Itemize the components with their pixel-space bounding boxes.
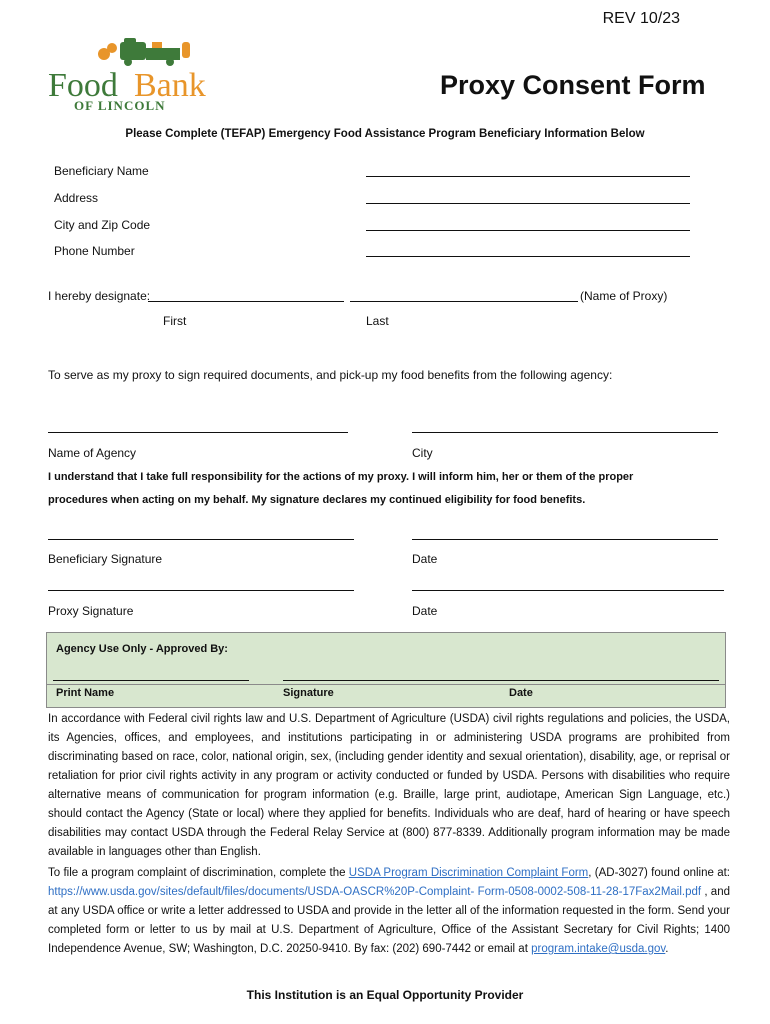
complaint-text-4: . [665,943,669,955]
responsibility-statement-line1: I understand that I take full responsibility for the actions of my proxy. I will inform him, her or them of the proper [48,471,634,483]
food-bank-logo [48,36,228,116]
agency-date-label: Date [509,687,533,699]
civil-rights-statement: In accordance with Federal civil rights law and U.S. Department of Agriculture (USDA) civil rights regulations and policies, the USDA, its Agencies, offices, and employees, and institutions participating in or administering USDA programs are prohibited from discriminating based on race, color, national origin, sex, (including gender identity and sexual orientation), disability, age, or reprisal or retaliation for prior civil rights activity in any program or activity conducted or funded by USDA. Persons with disabilities who require alternative means of communication for program information (e.g. Braille, large print, audiotape, American Sign Language, etc.) should contact the Agency (State or local) where they applied for benefits. Individuals who are deaf, hard of hearing or have speech disabilities may contact USDA through the Federal Relay Service at (800) 877-8339. Additionally program information may be made available in languages other than English. [48,713,730,858]
beneficiary-name-field[interactable] [366,176,690,177]
proxy-signature-field[interactable] [48,590,354,591]
complaint-form-url[interactable]: https://www.usda.gov/sites/default/files/documents/USDA-OASCR%20P-Complaint- Form-0508-0002-508-11-28-17Fax2Mail.pdf [48,886,702,898]
agency-signature-label: Signature [283,687,334,699]
phone-number-field[interactable] [366,256,690,257]
logo-subtitle: OF LINCOLN [74,98,166,113]
form-subtitle: Please Complete (TEFAP) Emergency Food Assistance Program Beneficiary Information Below [125,128,645,140]
responsibility-statement-line2: procedures when acting on my behalf. My signature declares my continued eligibility for food benefits. [48,494,586,506]
name-of-proxy-label: (Name of Proxy) [580,289,668,303]
agency-use-heading: Agency Use Only - Approved By: [56,643,228,655]
agency-city-label: City [412,446,433,460]
beneficiary-signature-label: Beneficiary Signature [48,552,163,566]
beneficiary-signature-field[interactable] [48,539,354,540]
complaint-text-2: , (AD-3027) found online at: [588,867,730,879]
agency-name-field[interactable] [48,432,348,433]
agency-box-divider [47,684,725,685]
last-label: Last [366,314,389,328]
agency-print-name-field[interactable] [53,680,249,681]
first-label: First [163,314,187,328]
agency-city-field[interactable] [412,432,718,433]
agency-signature-field[interactable] [283,680,719,681]
proxy-date-field[interactable] [412,590,724,591]
complaint-form-link[interactable]: USDA Program Discrimination Complaint Form [348,867,589,879]
beneficiary-name-label: Beneficiary Name [54,164,149,178]
address-label: Address [54,191,99,205]
revision-label: REV 10/23 [602,10,680,27]
address-field[interactable] [366,203,690,204]
city-zip-field[interactable] [366,230,690,231]
proxy-date-label: Date [412,604,438,618]
beneficiary-date-label: Date [412,552,438,566]
complaint-email-link[interactable]: program.intake@usda.gov [531,943,666,955]
logo-text-bank: Bank [134,67,206,104]
agency-name-label: Name of Agency [48,446,137,460]
city-zip-label: City and Zip Code [54,218,151,232]
complaint-instructions [48,864,730,959]
equal-opportunity-footer: This Institution is an Equal Opportunity Provider [246,988,524,1002]
proxy-signature-label: Proxy Signature [48,604,134,618]
logo-text-food: Food [48,67,118,104]
agency-use-box [46,632,726,708]
beneficiary-date-field[interactable] [412,539,718,540]
phone-number-label: Phone Number [54,244,135,258]
agency-print-name-label: Print Name [56,687,115,699]
complaint-text-1: To file a program complaint of discrimination, complete the [48,867,349,879]
complaint-text-3: , and at any USDA office or write a letter addressed to USDA and provide in the letter all of the information requested in the form. Send your completed form or letter to us by mail at U.S. Department of Agriculture, Office of the Assistant Secretary for Civil Rights; 1400 Independence Avenue, SW; Washington, D.C. 20250-9410. By fax: (202) 690-7442 or email at [48,886,730,955]
serve-statement: To serve as my proxy to sign required documents, and pick-up my food benefits from the following agency: [48,368,613,382]
designate-label: I hereby designate: [48,289,151,303]
page-title: Proxy Consent Form [440,70,706,100]
proxy-last-name-field[interactable] [350,301,578,302]
proxy-first-name-field[interactable] [148,301,344,302]
